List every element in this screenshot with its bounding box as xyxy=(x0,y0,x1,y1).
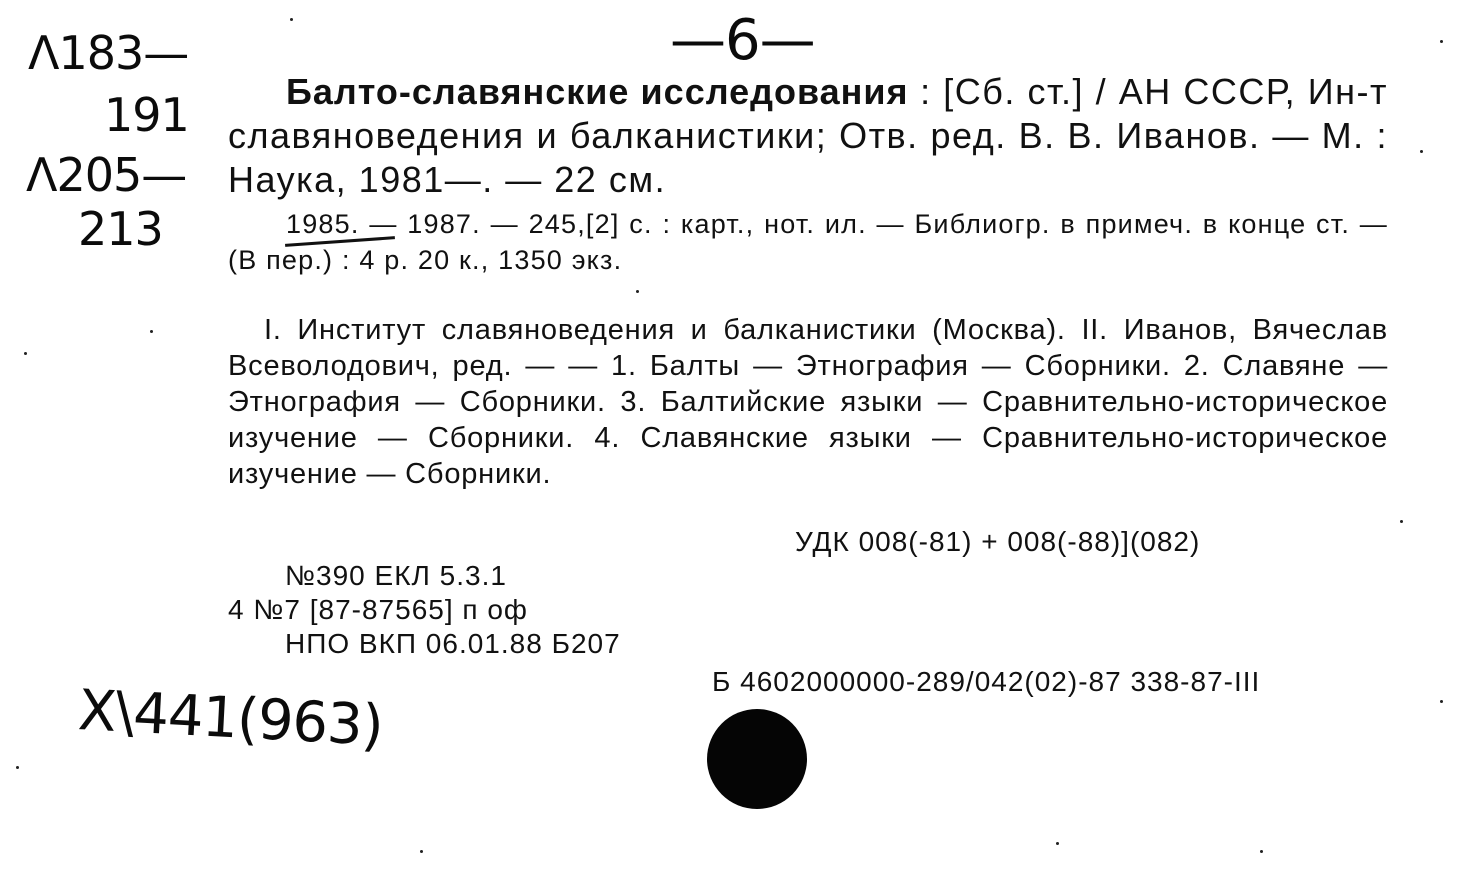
entry-main-rest: : [Сб. ст.] / АН СССР, Ин-т славяноведения и балканистики; Отв. ред. В. В. Иванов. — М. : Наука, 1981—. — 22 см. xyxy=(228,71,1388,200)
punch-hole xyxy=(707,709,807,809)
udk-code: УДК 008(-81) + 008(-88)](082) xyxy=(795,526,1201,557)
physical-description: 1985. — 1987. — 245,[2] с. : карт., нот. ил. — Библиогр. в примеч. в конце ст. — (В пер.) : 4 р. 20 к., 1350 экз. xyxy=(228,209,1388,275)
speck xyxy=(24,352,27,355)
margin-note-range-2-start: Λ205— xyxy=(26,148,187,202)
speck xyxy=(1440,700,1443,703)
speck xyxy=(1400,520,1403,523)
order-line-3: НПО ВКП 06.01.88 Б207 xyxy=(285,628,621,659)
page-number-handwritten: —6— xyxy=(670,8,815,73)
isbn-code: Б 4602000000-289/042(02)-87 338-87-III xyxy=(712,666,1261,697)
shelfmark-handwritten: X\441(963) xyxy=(76,678,385,759)
speck xyxy=(1440,40,1443,43)
margin-note-range-1-start: Λ183— xyxy=(28,26,189,80)
speck xyxy=(1420,150,1423,153)
order-line-1: №390 ЕКЛ 5.3.1 xyxy=(285,560,507,591)
entry-heading: Балто-славянские исследования xyxy=(286,71,909,112)
subject-tracings: I. Институт славяноведения и балканистики (Москва). II. Иванов, Вячеслав Всеволодович, ред. — — 1. Балты — Этнография — Сборники. 2. Славяне — Этнография — Сборники. 3. Балтийские языки — Сравнительно-историческое изучение — Сборники. 4. Славянские языки — Сравнительно-историческое изучение — Сборники. xyxy=(228,314,1388,490)
order-line-2: 4 №7 [87-87565] п оф xyxy=(228,594,528,625)
speck xyxy=(1260,850,1263,853)
margin-note-range-2-end: 213 xyxy=(78,202,163,256)
speck xyxy=(16,766,19,769)
speck xyxy=(1056,842,1059,845)
main-description xyxy=(228,70,1388,202)
speck xyxy=(420,850,423,853)
margin-note-range-1-end: 191 xyxy=(104,88,189,142)
speck xyxy=(150,330,153,333)
speck xyxy=(636,290,639,293)
speck xyxy=(290,18,293,21)
